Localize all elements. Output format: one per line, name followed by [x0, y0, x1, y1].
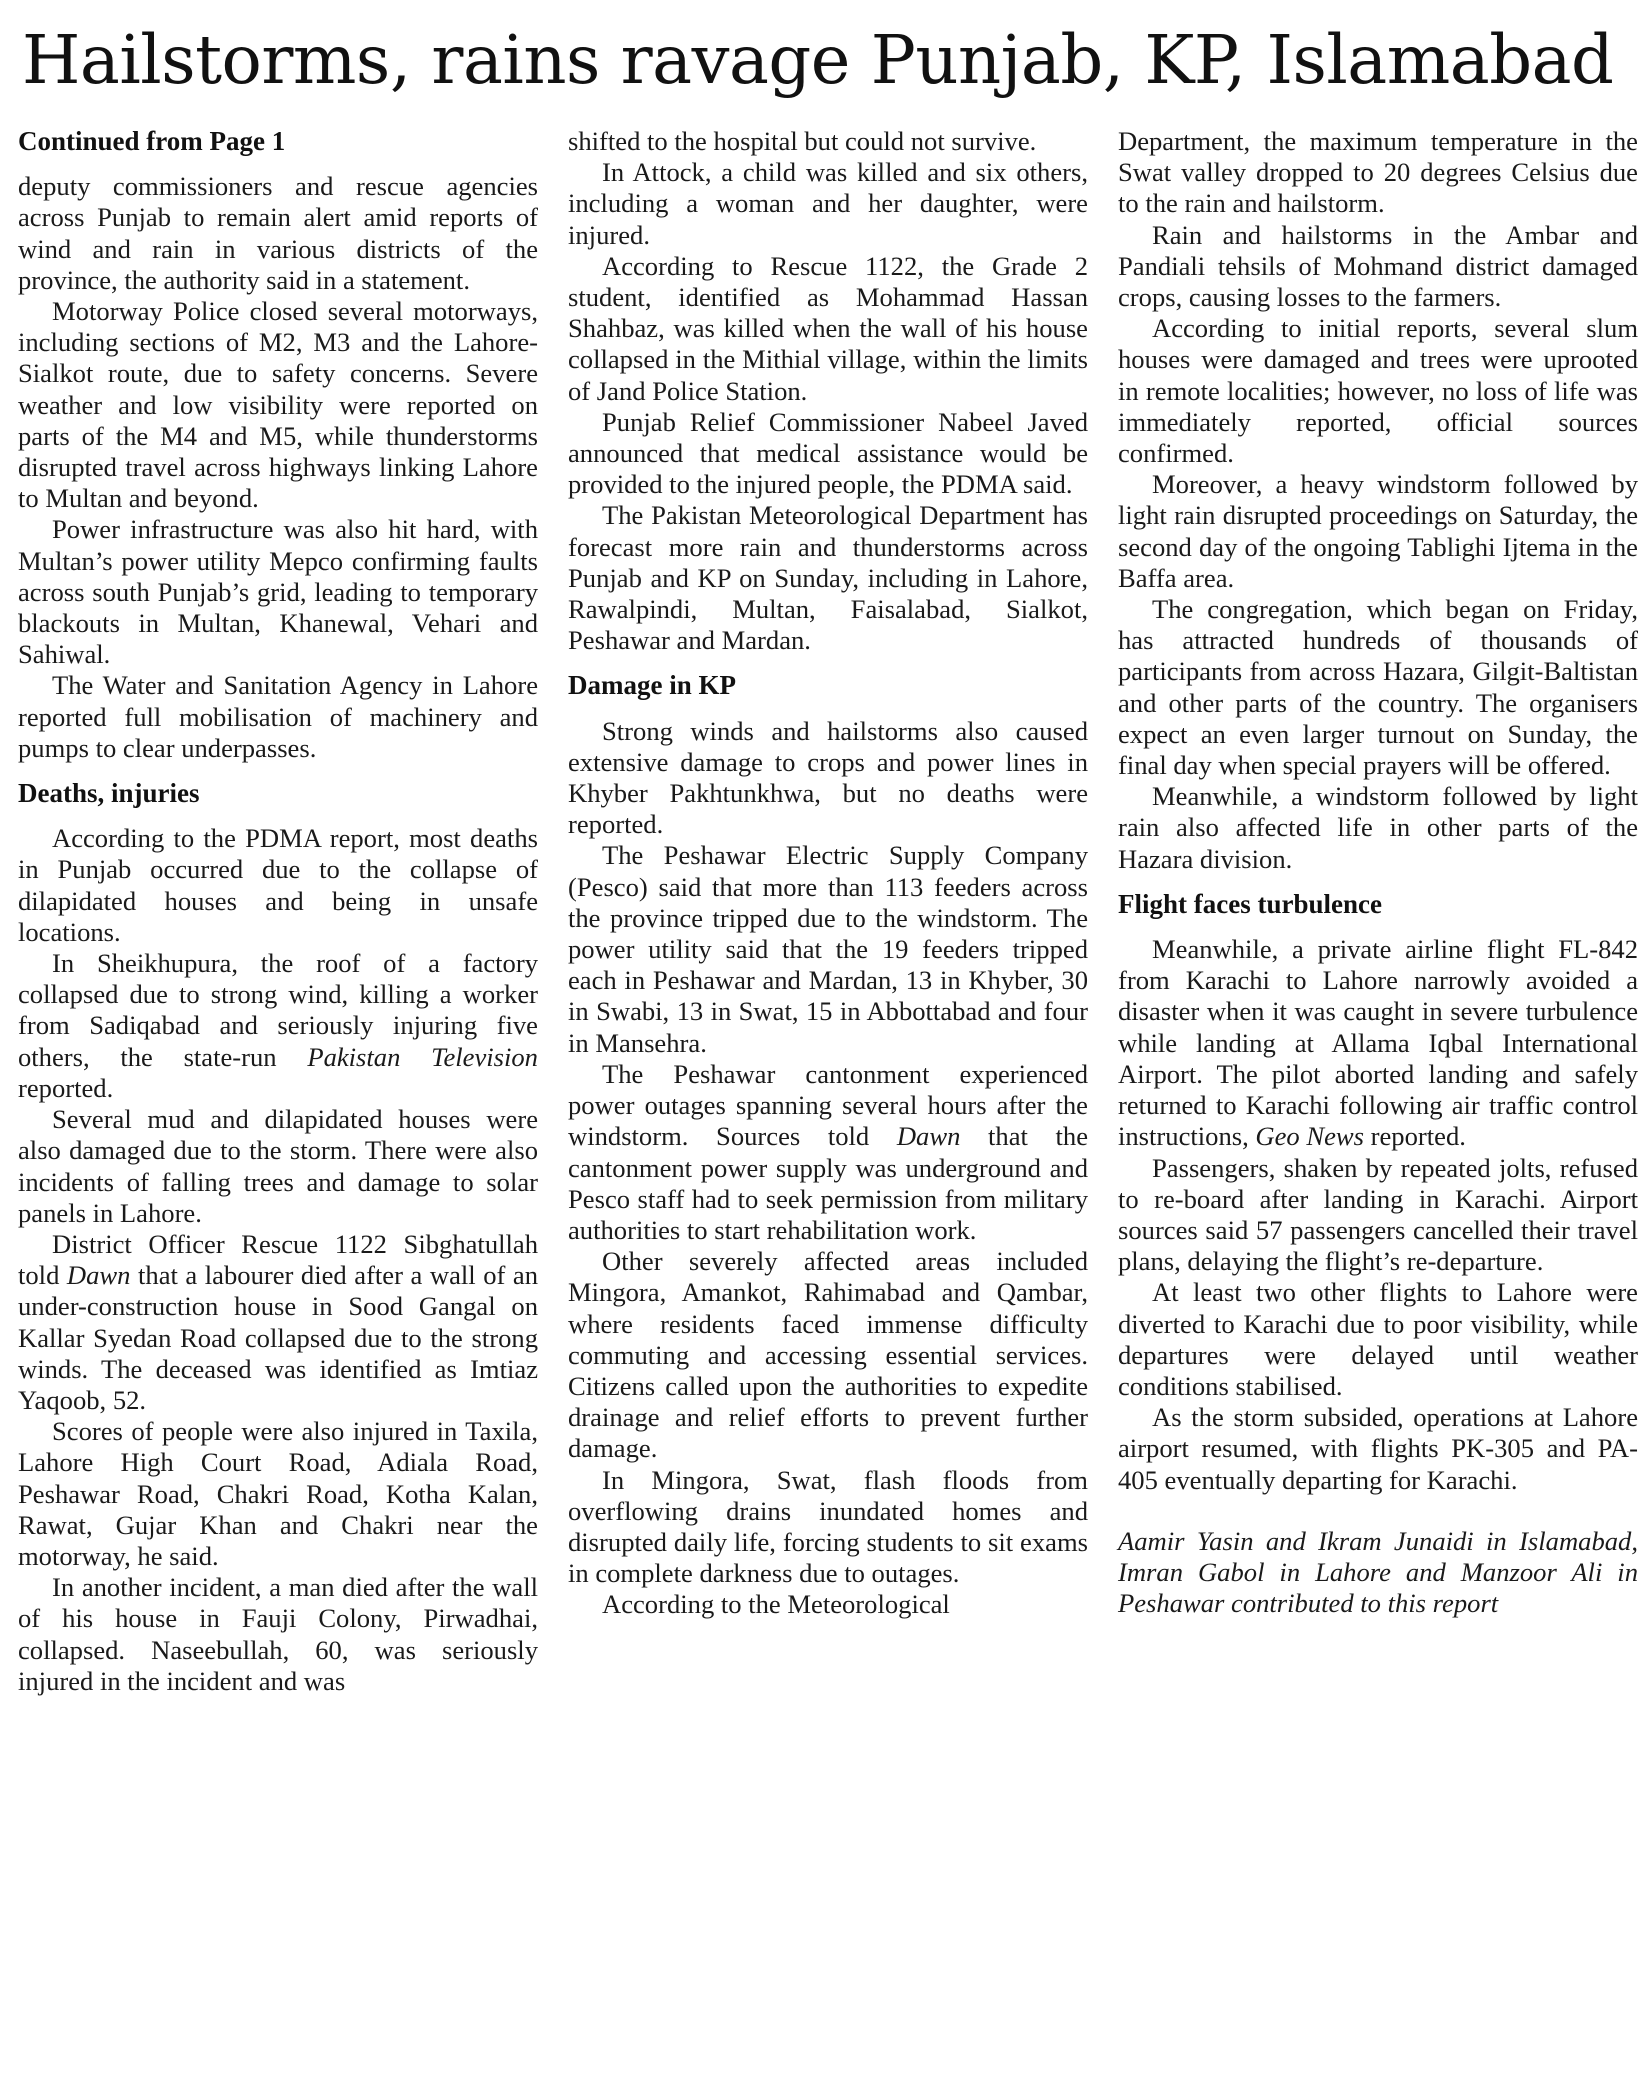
contributors-credit: Aamir Yasin and Ikram Junaidi in Islamabad, Imran Gabol in Lahore and Manzoor Ali in Peshawar contributed to this report [1118, 1525, 1638, 1619]
paragraph [1118, 934, 1638, 1152]
text-run: District Officer Rescue 1122 Sibghatullah told [18, 1228, 538, 1291]
paragraph: Rain and hailstorms in the Ambar and Pandiali tehsils of Mohmand district damaged crops, causing losses to the farmers. [1118, 219, 1638, 313]
paragraph: Punjab Relief Commissioner Nabeel Javed announced that medical assistance would be provided to the injured people, the PDMA said. [568, 406, 1088, 500]
subhead-deaths-injuries: Deaths, injuries [18, 778, 200, 809]
paragraph: According to initial reports, several slum houses were damaged and trees were uprooted in remote localities; however, no loss of life was immediately reported, official sources confirmed. [1118, 313, 1638, 469]
paragraph: Moreover, a heavy windstorm followed by light rain disrupted proceedings on Saturday, the second day of the ongoing Tablighi Ijtema in the Baffa area. [1118, 469, 1638, 593]
text-run: that the cantonment power supply was underground and Pesco staff had to seek permission from military authorities to start rehabilitation work. [568, 1121, 1088, 1245]
paragraph: Passengers, shaken by repeated jolts, refused to re-board after landing in Karachi. Airport sources said 57 passengers cancelled their travel plans, delaying the flight’s re-departure. [1118, 1152, 1638, 1277]
column-1 [18, 126, 538, 1697]
paragraph: In Mingora, Swat, flash floods from overflowing drains inundated homes and disrupted daily life, forcing students to sit exams in complete darkness due to outages. [568, 1464, 1088, 1589]
paragraph: According to the Meteorological [602, 1589, 950, 1620]
paragraph [18, 1229, 538, 1416]
paragraph: As the storm subsided, operations at Lahore airport resumed, with flights PK-305 and PA-405 eventually departing for Karachi. [1118, 1402, 1638, 1495]
paragraph: According to the PDMA report, most deaths in Punjab occurred due to the collapse of dilapidated houses and being in unsafe locations. [18, 823, 538, 947]
paragraph: Strong winds and hailstorms also caused extensive damage to crops and power lines in Khyber Pakhtunkhwa, but no deaths were reported. [568, 715, 1088, 840]
paragraph: Several mud and dilapidated houses were also damaged due to the storm. There were also incidents of falling trees and damage to solar panels in Lahore. [18, 1104, 538, 1228]
text-run: In Sheikhupura, the roof of a factory collapsed due to strong wind, killing a worker from Sadiqabad and seriously injuring five others, the state-run [18, 948, 538, 1072]
paragraph: The Water and Sanitation Agency in Lahore reported full mobilisation of machinery and pumps to clear underpasses. [18, 670, 538, 763]
continued-kicker: Continued from Page 1 [18, 126, 286, 156]
paragraph: At least two other flights to Lahore were diverted to Karachi due to poor visibility, while departures were delayed until weather conditions stabilised. [1118, 1277, 1638, 1401]
text-run: reported. [1364, 1121, 1466, 1152]
text-run: Meanwhile, a private airline flight FL-842 from Karachi to Lahore narrowly avoided a disaster when it was caught in severe turbulence while landing at Allama Iqbal International Airport. The pilot aborted landing and safely returned to Karachi following air traffic control instructions, [1118, 934, 1638, 1152]
publication-name: Dawn [896, 1121, 961, 1152]
paragraph: According to Rescue 1122, the Grade 2 student, identified as Mohammad Hassan Shahbaz, was killed when the wall of his house collapsed in the Mithial village, within the limits of Jand Police Station. [568, 250, 1088, 406]
paragraph: In Attock, a child was killed and six others, including a woman and her daughter, were injured. [568, 157, 1088, 250]
column-3 [1118, 126, 1638, 1619]
text-run: that a labourer died after a wall of an under-construction house in Sood Gangal on Kallar Syedan Road collapsed due to the strong winds. The deceased was identified as Imtiaz Yaqoob, 52. [18, 1260, 538, 1415]
paragraph: The Pakistan Meteorological Department has forecast more rain and thunderstorms across Punjab and KP on Sunday, including in Lahore, Rawalpindi, Multan, Faisalabad, Sialkot, Peshawar and Mardan. [568, 500, 1088, 656]
publication-name: Pakistan Television [307, 1041, 538, 1072]
publication-name: Geo News [1255, 1121, 1364, 1152]
paragraph: The congregation, which began on Friday, has attracted hundreds of thousands of participants from across Hazara, Gilgit-Baltistan and other parts of the country. The organisers expect an even larger turnout on Sunday, the final day when special prayers will be offered. [1118, 594, 1638, 781]
paragraph: Other severely affected areas included Mingora, Amankot, Rahimabad and Qambar, where residents faced immense difficulty commuting and accessing essential services. Citizens called upon the authorities to expedite drainage and relief efforts to prevent further damage. [568, 1246, 1088, 1464]
paragraph: In another incident, a man died after the wall of his house in Fauji Colony, Pirwadhai, collapsed. Naseebullah, 60, was seriously injured in the incident and was [18, 1572, 538, 1696]
subhead-flight-turbulence: Flight faces turbulence [1118, 888, 1382, 919]
paragraph: Scores of people were also injured in Taxila, Lahore High Court Road, Adiala Road, Peshawar Road, Chakri Road, Kotha Kalan, Rawat, Gujar Khan and Chakri near the motorway, he said. [18, 1416, 538, 1571]
headline: Hailstorms, rains ravage Punjab, KP, Islamabad [22, 21, 1614, 99]
column-2 [568, 126, 1088, 1621]
paragraph: Department, the maximum temperature in the Swat valley dropped to 20 degrees Celsius due to the rain and hailstorm. [1118, 126, 1638, 219]
publication-name: Dawn [66, 1260, 131, 1291]
paragraph: Power infrastructure was also hit hard, with Multan’s power utility Mepco confirming faults across south Punjab’s grid, leading to temporary blackouts in Multan, Khanewal, Vehari and Sahiwal. [18, 514, 538, 670]
text-run: The Peshawar cantonment experienced power outages spanning several hours after the windstorm. Sources told [568, 1058, 1088, 1152]
paragraph [18, 948, 538, 1104]
paragraph: The Peshawar Electric Supply Company (Pesco) said that more than 113 feeders across the province tripped due to the windstorm. The power utility said that the 19 feeders tripped each in Peshawar and Mardan, 13 in Khyber, 30 in Swabi, 13 in Swat, 15 in Abbottabad and four in Mansehra. [568, 840, 1088, 1058]
paragraph: Meanwhile, a windstorm followed by light rain also affected life in other parts of the Hazara division. [1118, 781, 1638, 874]
paragraph [568, 1059, 1088, 1246]
text-run: reported. [18, 1072, 114, 1103]
paragraph: deputy commissioners and rescue agencies across Punjab to remain alert amid reports of wind and rain in various districts of the province, the authority said in a statement. [18, 171, 538, 295]
subhead-damage-in-kp: Damage in KP [568, 670, 736, 701]
paragraph: Motorway Police closed several motorways, including sections of M2, M3 and the Lahore-Sialkot route, due to safety concerns. Severe weather and low visibility were reported on parts of the M4 and M5, while thunderstorms disrupted travel across highways linking Lahore to Multan and beyond. [18, 296, 538, 514]
paragraph: shifted to the hospital but could not survive. [568, 126, 1037, 156]
